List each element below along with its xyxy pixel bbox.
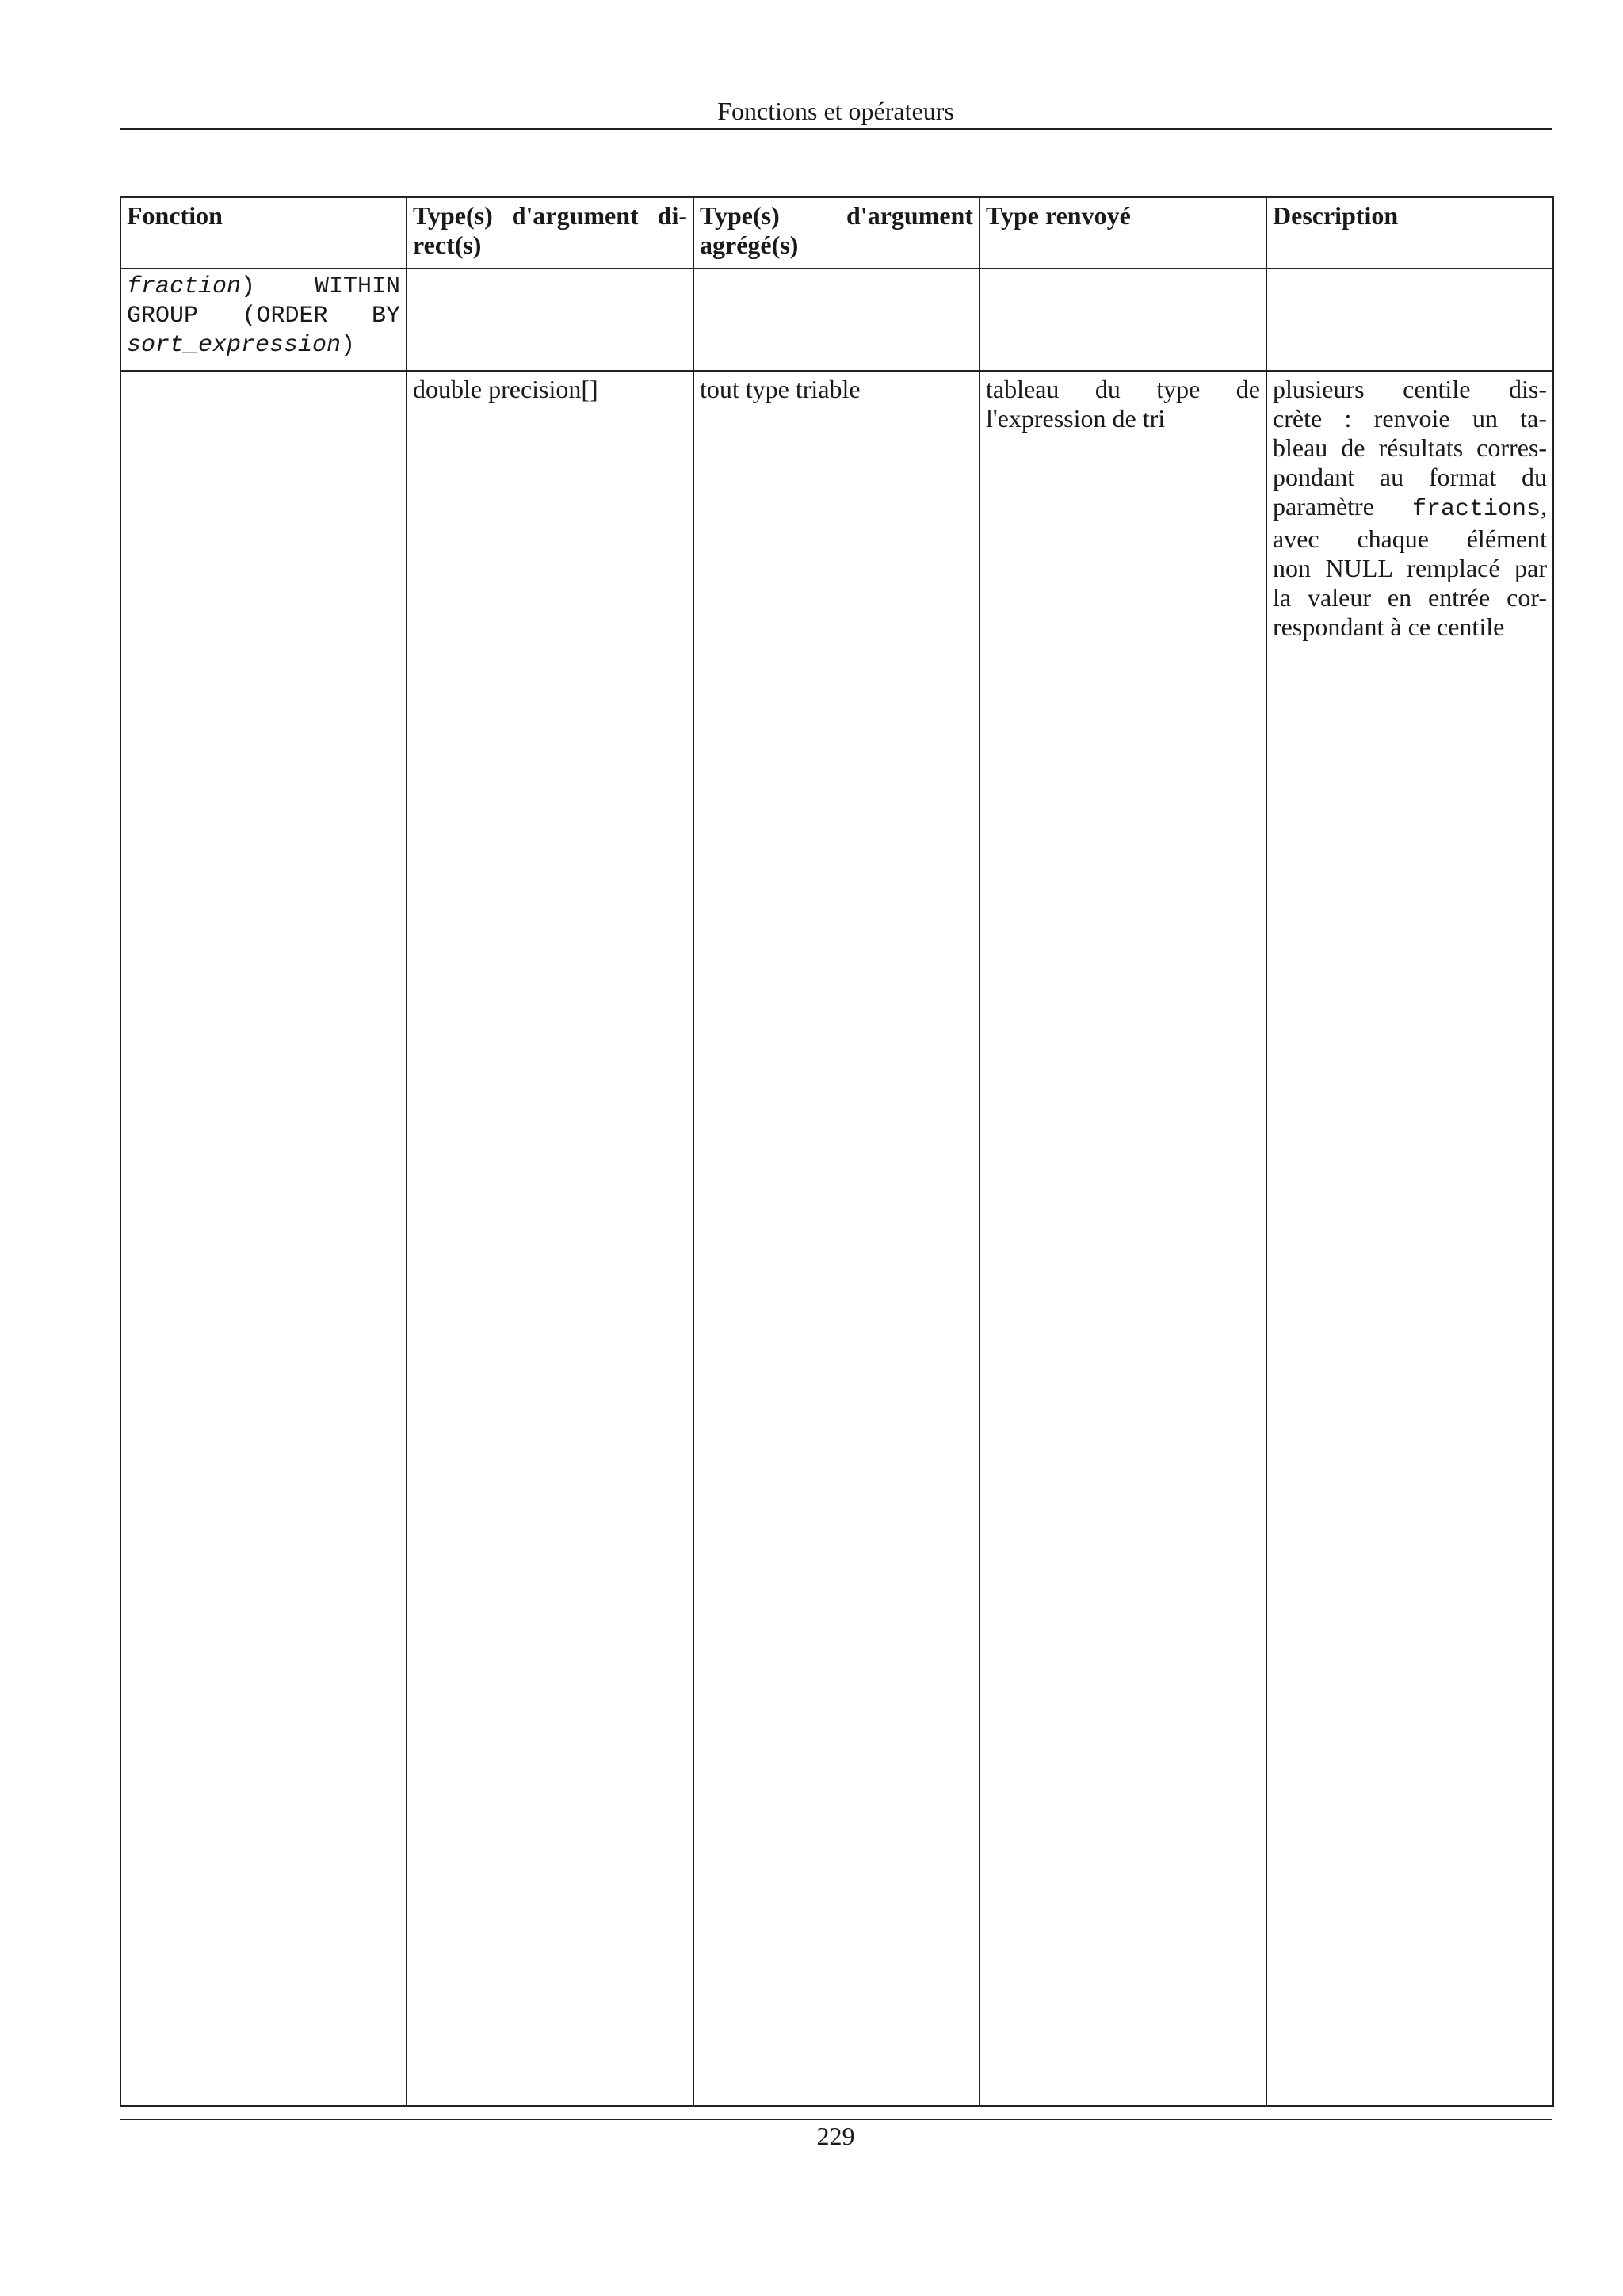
function-signature-cell <box>120 269 407 371</box>
direct-args-cell: double precision[] <box>407 371 693 2106</box>
table-row <box>120 371 1553 2106</box>
fractions-param: fractions <box>1411 496 1541 523</box>
functions-table <box>120 196 1554 2107</box>
page-number: 229 <box>816 2122 855 2150</box>
signature-line-3: sort_expression) <box>127 332 356 359</box>
description-param-line: paramètre fractions, <box>1273 492 1547 523</box>
aggregated-args-cell: tout type triable <box>693 371 980 2106</box>
page-header <box>120 93 1552 130</box>
column-header-description: Description <box>1266 197 1553 269</box>
description-cell <box>1266 269 1553 371</box>
column-header-return-type: Type renvoyé <box>980 197 1266 269</box>
return-type-cell <box>980 269 1266 371</box>
page-footer <box>120 2119 1552 2150</box>
column-header-aggregated-args: Type(s) d'argument agrégé(s) <box>693 197 980 269</box>
signature-line-2: GROUP (ORDER BY <box>127 303 400 330</box>
table-row <box>120 269 1553 371</box>
table-header-row <box>120 197 1553 269</box>
function-signature-cell <box>120 371 407 2106</box>
direct-args-cell <box>407 269 693 371</box>
return-type-cell: tableau du type de l'expression de tri <box>980 371 1266 2106</box>
fraction-param: fraction <box>127 273 242 300</box>
column-header-direct-args: Type(s) d'argument di- rect(s) <box>407 197 693 269</box>
description-cell: plusieurs centile dis- crète : renvoie un ta- bleau de résultats corres- pondant au format du paramètre fractions, avec chaque élément non NULL remplacé par la valeur en entrée cor- respondant à ce centile <box>1266 371 1553 2106</box>
aggregated-args-cell <box>693 269 980 371</box>
signature-line-1: fraction) WITHIN <box>127 273 400 300</box>
page-header-title: Fonctions et opérateurs <box>717 97 954 125</box>
column-header-fonction: Fonction <box>120 197 407 269</box>
sort-expression-param: sort_expression <box>127 332 342 359</box>
